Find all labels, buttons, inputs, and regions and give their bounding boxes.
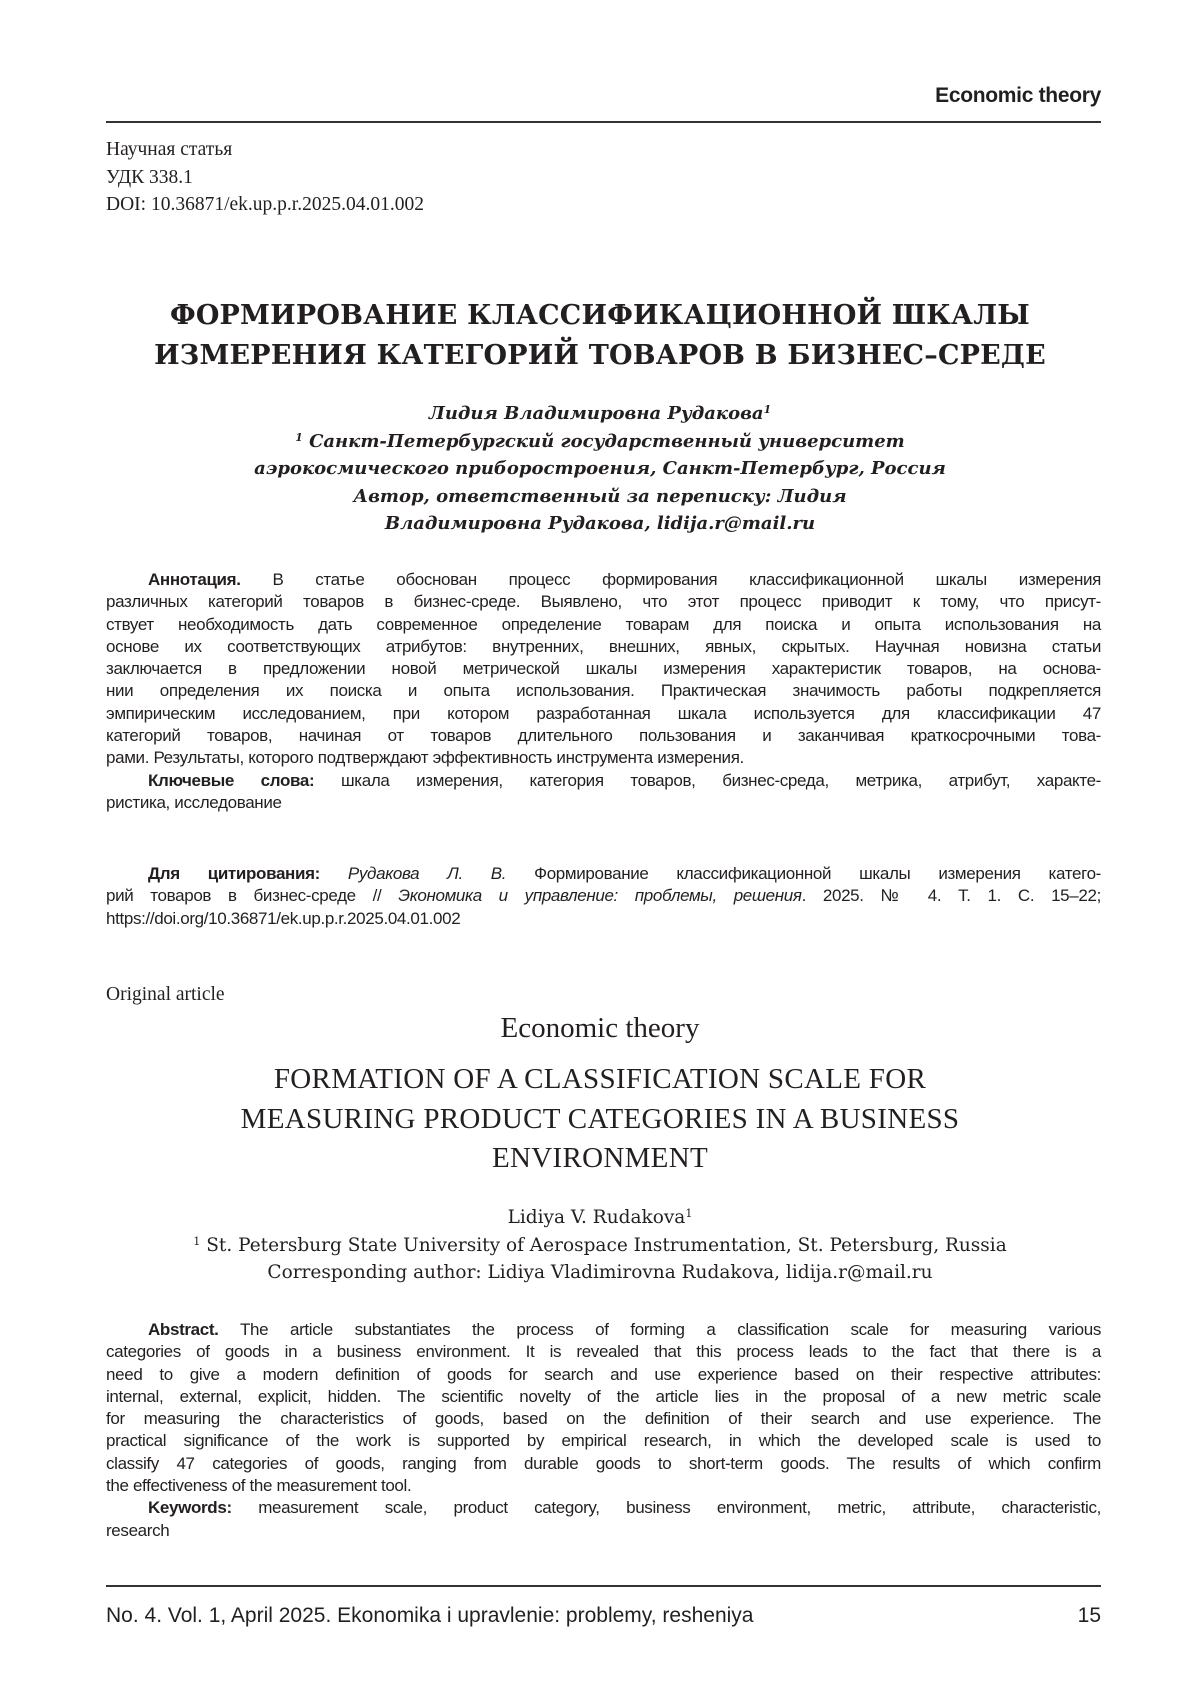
citation-details: . 2025. № 4. Т. 1. С. 15–22; bbox=[802, 886, 1101, 905]
abstract-line: the effectiveness of the measurement tool. bbox=[106, 1475, 1101, 1497]
ru-author: Лидия Владимировна Рудакова bbox=[429, 403, 764, 424]
article-type-ru: Научная статья bbox=[106, 136, 424, 164]
ru-keywords-label: Ключевые слова: bbox=[148, 771, 314, 790]
en-title bbox=[0, 1060, 1200, 1179]
en-title-line: FORMATION OF A CLASSIFICATION SCALE FOR bbox=[0, 1060, 1200, 1100]
ru-affiliation: Санкт-Петербургский государственный университет bbox=[309, 431, 905, 452]
citation-title-cont: рий товаров в бизнес-среде // bbox=[106, 886, 381, 905]
abstract-line: В статье обоснован процесс формирования классификационной шкалы измерения bbox=[272, 570, 1101, 589]
citation bbox=[106, 863, 1101, 930]
article-type-en: Original article bbox=[106, 984, 225, 1006]
ru-title-line: ИЗМЕРЕНИЯ КАТЕГОРИЙ ТОВАРОВ В БИЗНЕС–СРЕДЕ bbox=[0, 336, 1200, 376]
ru-abstract-label: Аннотация. bbox=[148, 570, 241, 589]
footer-rule bbox=[106, 1585, 1101, 1587]
citation-journal: Экономика и управление: проблемы, решения bbox=[398, 886, 801, 905]
abstract-line: need to give a modern definition of goods for search and use experience based on their respective attributes: bbox=[106, 1364, 1101, 1386]
ru-correspondence: Владимировна Рудакова, lidija.r@mail.ru bbox=[0, 510, 1200, 538]
doi: DOI: 10.36871/ek.up.p.r.2025.04.01.002 bbox=[106, 191, 424, 219]
abstract-line: рами. Результаты, которого подтверждают эффективность инструмента измерения. bbox=[106, 747, 1101, 769]
abstract-line: эмпирическим исследованием, при котором разработанная шкала используется для классификации 47 bbox=[106, 703, 1101, 725]
abstract-line: категорий товаров, начиная от товаров длительного пользования и заканчивая краткосрочными това- bbox=[106, 725, 1101, 747]
en-author: Lidiya V. Rudakova bbox=[508, 1207, 686, 1228]
abstract-line: for measuring the characteristics of goods, based on the definition of their search and use experience. The bbox=[106, 1408, 1101, 1430]
abstract-line: основе их соответствующих атрибутов: внутренних, внешних, явных, скрытых. Научная новизна статьи bbox=[106, 636, 1101, 658]
en-affiliation: St. Petersburg State University of Aerospace Instrumentation, St. Petersburg, Russia bbox=[206, 1235, 1007, 1256]
ru-correspondence: Автор, ответственный за переписку: Лидия bbox=[0, 483, 1200, 511]
footer-journal-line: No. 4. Vol. 1, April 2025. Ekonomika i upravlenie: problemy, resheniya bbox=[106, 1604, 753, 1628]
ru-author-block bbox=[0, 400, 1200, 538]
en-abstract-label: Abstract. bbox=[148, 1320, 219, 1339]
affiliation-sup: 1 bbox=[193, 1234, 200, 1247]
en-author-block bbox=[0, 1204, 1200, 1287]
abstract-line: The article substantiates the process of forming a classification scale for measuring various bbox=[240, 1320, 1101, 1339]
abstract-line: ствует необходимость дать современное определение товарам для поиска и опыта использования на bbox=[106, 614, 1101, 636]
udc: УДК 338.1 bbox=[106, 164, 424, 192]
en-abstract bbox=[106, 1319, 1101, 1542]
abstract-line: practical significance of the work is supported by empirical research, in which the developed scale is used to bbox=[106, 1430, 1101, 1452]
keywords-line: measurement scale, product category, business environment, metric, attribute, characteristic, bbox=[258, 1498, 1101, 1517]
header-rule bbox=[106, 121, 1101, 123]
abstract-line: categories of goods in a business environment. It is revealed that this process leads to the fact that there is a bbox=[106, 1341, 1101, 1363]
ru-title bbox=[0, 296, 1200, 376]
abstract-line: classify 47 categories of goods, ranging from durable goods to short-term goods. The results of which confirm bbox=[106, 1453, 1101, 1475]
abstract-line: различных категорий товаров в бизнес-среде. Выявлено, что этот процесс приводит к тому, что присут- bbox=[106, 591, 1101, 613]
running-head: Economic theory bbox=[935, 84, 1101, 108]
citation-doi-link[interactable]: https://doi.org/10.36871/ek.up.p.r.2025.04.01.002 bbox=[106, 908, 1101, 930]
en-correspondence: Corresponding author: Lidiya Vladimirovna Rudakova, lidija.r@mail.ru bbox=[0, 1259, 1200, 1287]
article-meta bbox=[106, 136, 424, 219]
citation-label: Для цитирования: bbox=[148, 864, 320, 883]
citation-title: Формирование классификационной шкалы измерения катего- bbox=[534, 864, 1101, 883]
ru-abstract bbox=[106, 569, 1101, 814]
author-sup: 1 bbox=[685, 1207, 692, 1220]
ru-affiliation: аэрокосмического приборостроения, Санкт-Петербург, Россия bbox=[0, 455, 1200, 483]
keywords-line: research bbox=[106, 1520, 1101, 1542]
abstract-line: internal, external, explicit, hidden. The scientific novelty of the article lies in the proposal of a new metric scale bbox=[106, 1386, 1101, 1408]
keywords-line: ристика, исследование bbox=[106, 792, 1101, 814]
citation-authors: Рудакова Л. В. bbox=[348, 864, 506, 883]
affiliation-sup: 1 bbox=[295, 431, 303, 444]
en-title-line: ENVIRONMENT bbox=[0, 1139, 1200, 1179]
en-keywords-label: Keywords: bbox=[148, 1498, 232, 1517]
author-sup: 1 bbox=[764, 403, 772, 416]
abstract-line: заключается в предложении новой метрической шкалы измерения характеристик товаров, на основа- bbox=[106, 658, 1101, 680]
keywords-line: шкала измерения, категория товаров, бизнес-среда, метрика, атрибут, характе- bbox=[341, 771, 1101, 790]
abstract-line: нии определения их поиска и опыта использования. Практическая значимость работы подкрепляется bbox=[106, 680, 1101, 702]
en-title-line: MEASURING PRODUCT CATEGORIES IN A BUSINESS bbox=[0, 1100, 1200, 1140]
ru-title-line: ФОРМИРОВАНИЕ КЛАССИФИКАЦИОННОЙ ШКАЛЫ bbox=[0, 296, 1200, 336]
en-section: Economic theory bbox=[0, 1012, 1200, 1045]
page-number: 15 bbox=[1078, 1604, 1101, 1628]
